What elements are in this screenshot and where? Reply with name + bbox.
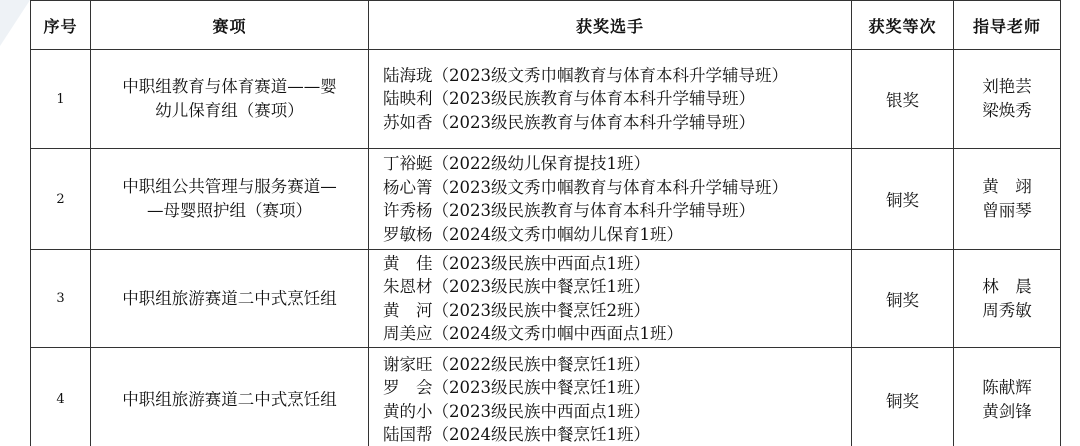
event-line: 中职组旅游赛道二中式烹饪组 (122, 389, 337, 409)
event-line: 中职组公共管理与服务赛道— (122, 177, 337, 196)
teacher-name: 黄 翊 (982, 177, 1032, 196)
winner-entry: 陆国帮（2024级民族中餐烹饪1班） (383, 425, 650, 444)
event-cell (91, 50, 369, 149)
event-line: 幼儿保育组（赛项） (155, 101, 304, 120)
teachers-cell (954, 149, 1061, 250)
table-row (31, 50, 1061, 149)
row-number: 3 (31, 250, 91, 348)
header-award: 获奖等次 (852, 1, 954, 50)
winners-cell (369, 348, 852, 446)
header-teachers: 指导老师 (954, 1, 1061, 50)
winner-entry: 许秀杨（2023级民族教育与体育本科升学辅导班） (383, 201, 755, 220)
event-line: 中职组旅游赛道二中式烹饪组 (122, 288, 337, 308)
header-no: 序号 (31, 1, 91, 50)
winner-entry: 周美应（2024级文秀巾帼中西面点1班） (383, 324, 683, 343)
winner-entry: 黄 河（2023级民族中餐烹饪2班） (383, 300, 650, 320)
winner-entry: 谢家旺（2022级民族中餐烹饪1班） (383, 354, 650, 374)
winner-entry: 罗敏杨（2024级文秀巾帼幼儿保育1班） (383, 224, 683, 244)
teacher-name: 曾丽琴 (982, 201, 1032, 220)
teacher-name: 林 晨 (982, 276, 1032, 296)
row-number: 1 (31, 50, 91, 149)
header-winners: 获奖选手 (369, 1, 852, 50)
winner-entry: 苏如香（2023级民族教育与体育本科升学辅导班） (383, 112, 755, 132)
winner-entry: 陆映利（2023级民族教育与体育本科升学辅导班） (383, 89, 755, 109)
winner-entry: 陆海珑（2023级文秀巾帼教育与体育本科升学辅导班） (383, 65, 788, 85)
winner-entry: 黄 佳（2023级民族中西面点1班） (383, 253, 650, 273)
header-event: 赛项 (91, 1, 369, 50)
event-cell (91, 149, 369, 250)
teacher-name: 陈献辉 (982, 377, 1032, 397)
table-row (31, 250, 1061, 348)
winner-entry: 丁裕蜓（2022级幼儿保育提技1班） (383, 154, 650, 173)
winner-entry: 朱恩材（2023级民族中餐烹饪1班） (383, 277, 650, 296)
event-line: —母婴照护组（赛项） (147, 201, 312, 220)
corner-decoration (0, 0, 30, 46)
row-number: 2 (31, 149, 91, 250)
winners-cell (369, 50, 852, 149)
award-cell: 铜奖 (852, 348, 954, 446)
teachers-cell (954, 348, 1061, 446)
award-cell: 银奖 (852, 50, 954, 149)
table-header-row (31, 1, 1061, 50)
teachers-cell (954, 250, 1061, 348)
winner-entry: 罗 会（2023级民族中餐烹饪1班） (383, 378, 650, 397)
event-line: 中职组教育与体育赛道——婴 (122, 77, 337, 96)
winners-cell (369, 250, 852, 348)
awards-table (30, 0, 1061, 446)
teacher-name: 梁焕秀 (982, 101, 1032, 120)
award-cell: 铜奖 (852, 250, 954, 348)
teachers-cell (954, 50, 1061, 149)
table-row (31, 348, 1061, 446)
winner-entry: 杨心箐（2023级文秀巾帼教育与体育本科升学辅导班） (383, 177, 788, 197)
winner-entry: 黄的小（2023级民族中西面点1班） (383, 401, 650, 421)
row-number: 4 (31, 348, 91, 446)
teacher-name: 刘艳芸 (982, 77, 1032, 96)
table-row (31, 149, 1061, 250)
winners-cell (369, 149, 852, 250)
event-cell (91, 250, 369, 348)
award-cell: 铜奖 (852, 149, 954, 250)
teacher-name: 黄剑锋 (982, 401, 1032, 421)
event-cell (91, 348, 369, 446)
teacher-name: 周秀敏 (982, 300, 1032, 320)
